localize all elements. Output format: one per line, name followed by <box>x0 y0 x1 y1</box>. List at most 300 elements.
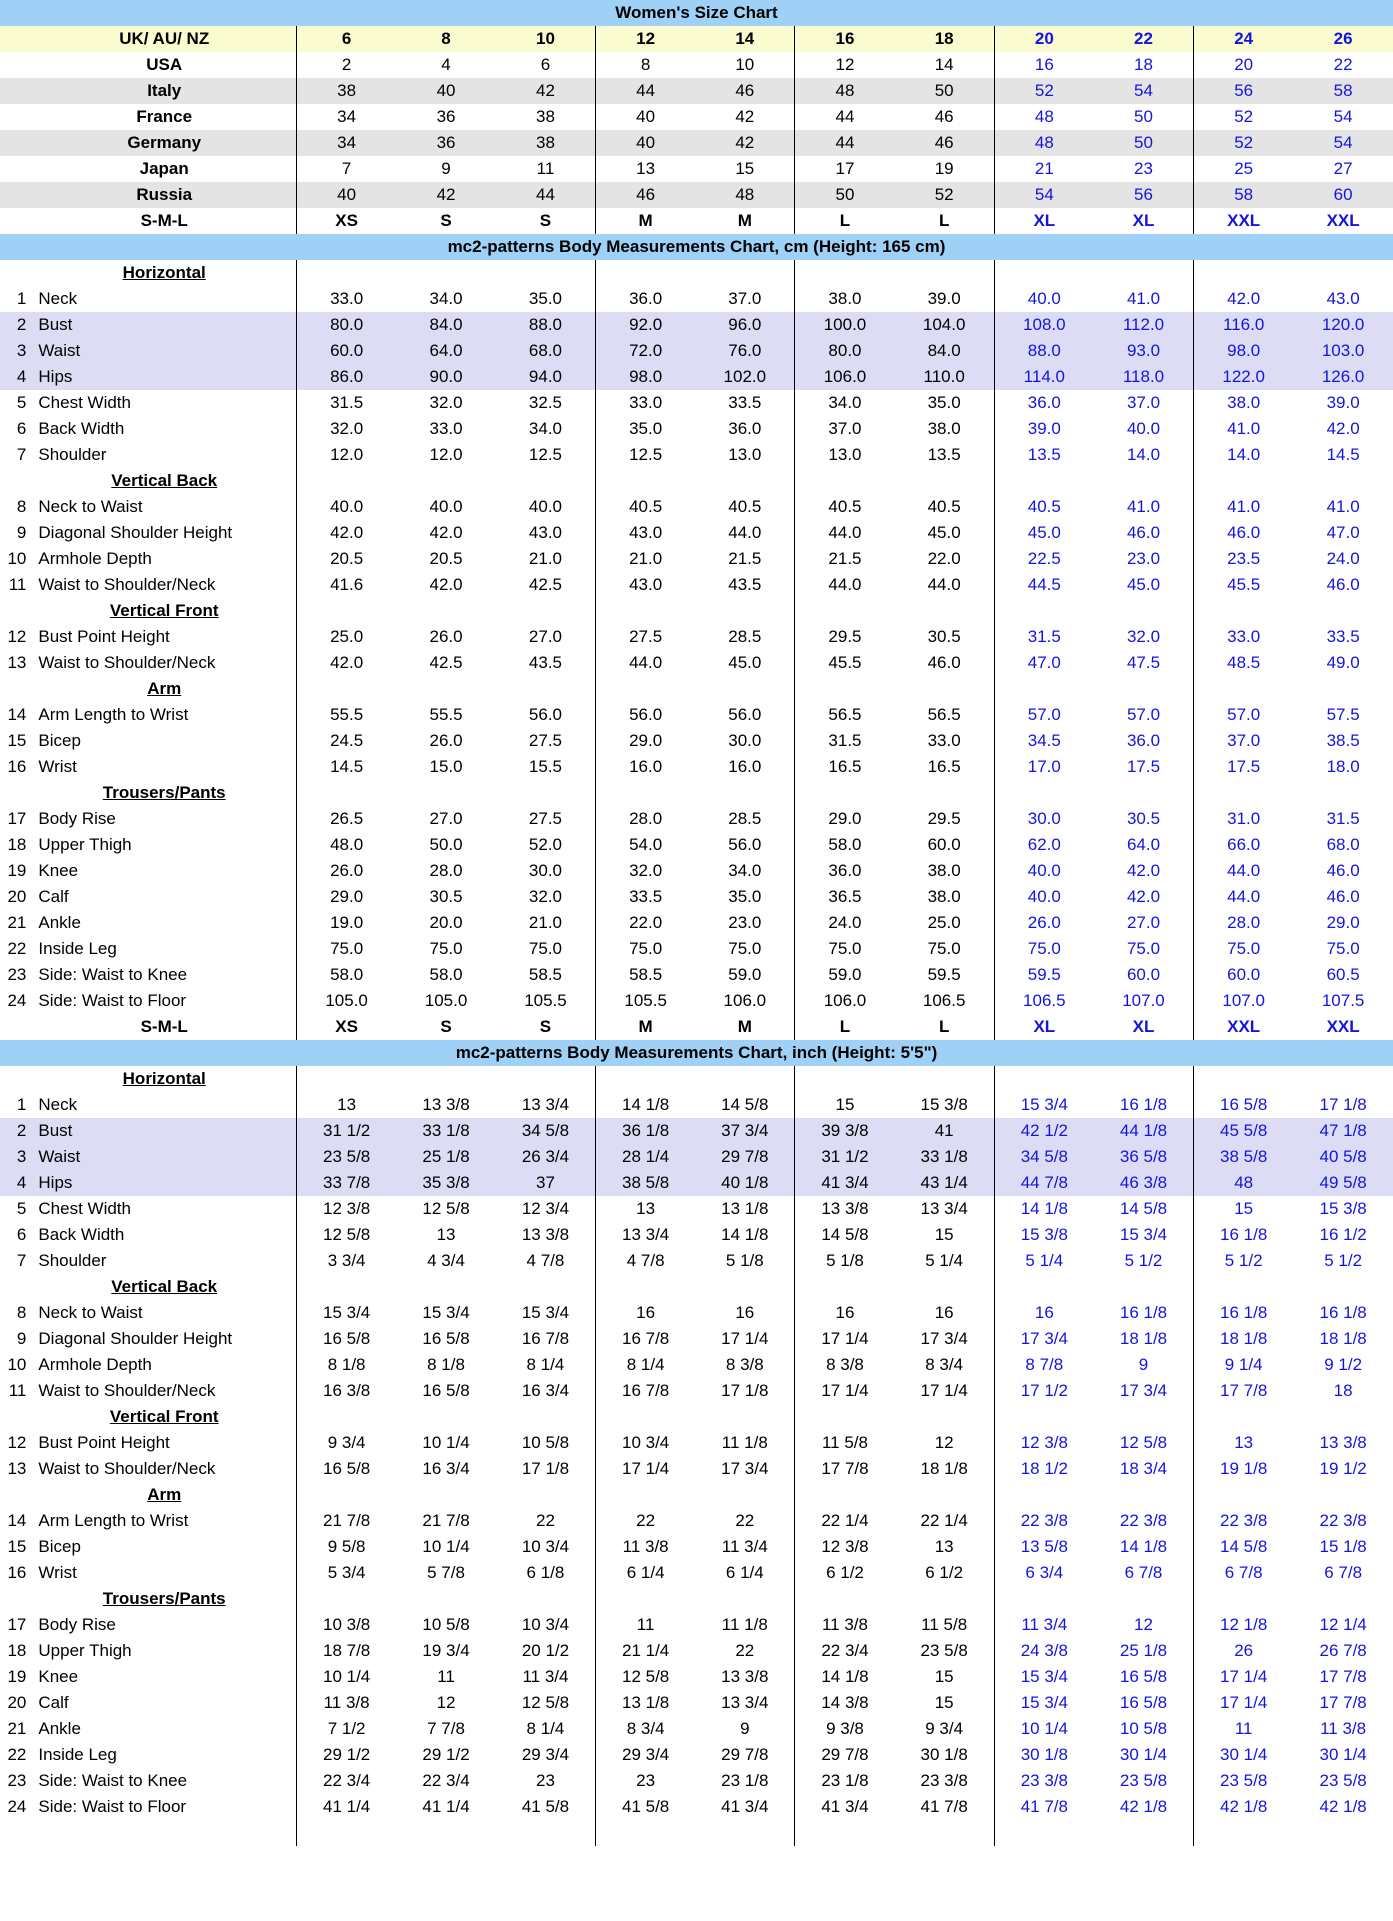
measurement-row <box>0 1170 1393 1196</box>
cell-value: 12 5/8 <box>496 1690 596 1716</box>
measurement-label: Inside Leg <box>32 936 296 962</box>
cell-value: 68.0 <box>496 338 596 364</box>
cell-value: 41 3/4 <box>695 1794 795 1820</box>
cell-value: 60.0 <box>1094 962 1194 988</box>
cell-value: 22 1/4 <box>895 1508 995 1534</box>
cell-empty <box>994 1482 1094 1508</box>
cell-empty <box>496 468 596 494</box>
measurement-row <box>0 1742 1393 1768</box>
measurement-row <box>0 1612 1393 1638</box>
cell-empty <box>297 676 397 702</box>
row-number: 19 <box>0 858 32 884</box>
row-number: 16 <box>0 1560 32 1586</box>
cell-empty <box>895 260 995 286</box>
row-number <box>0 52 32 78</box>
size-row <box>0 52 1393 78</box>
cell-value: 18 1/8 <box>895 1456 995 1482</box>
cell-value: 47.0 <box>994 650 1094 676</box>
cell-value: 15 3/4 <box>396 1300 496 1326</box>
cell-value: 30 1/4 <box>1094 1742 1194 1768</box>
cell-value: 46 <box>895 130 995 156</box>
cell-value: 44.0 <box>795 572 895 598</box>
measurement-row <box>0 728 1393 754</box>
cell-value: 38.0 <box>895 884 995 910</box>
measurement-row <box>0 1300 1393 1326</box>
row-number: 16 <box>0 754 32 780</box>
cell-value: 36 <box>396 130 496 156</box>
cell-value: 16 <box>596 1300 696 1326</box>
cell-value: 22 3/8 <box>1094 1508 1194 1534</box>
cell-value: 36 5/8 <box>1094 1144 1194 1170</box>
cell-value: 84.0 <box>396 312 496 338</box>
cell-empty <box>795 1066 895 1092</box>
measurement-row <box>0 1794 1393 1820</box>
cell-value: 64.0 <box>396 338 496 364</box>
cell-value: 107.0 <box>1094 988 1194 1014</box>
cell-value: 2 <box>297 52 397 78</box>
cell-value: 13 3/4 <box>695 1690 795 1716</box>
cell-value: 16 <box>994 52 1094 78</box>
cell-value: 41 <box>895 1118 995 1144</box>
cell-value: 24 <box>1194 26 1294 52</box>
cell-value: 57.5 <box>1293 702 1393 728</box>
size-row <box>0 208 1393 234</box>
cell-value: M <box>596 1014 696 1040</box>
measurement-label: Upper Thigh <box>32 832 296 858</box>
row-number <box>0 1066 32 1092</box>
cell-value: 15 <box>695 156 795 182</box>
cell-value: XXL <box>1293 208 1393 234</box>
cell-value: 17 1/4 <box>695 1326 795 1352</box>
cell-value: 23 5/8 <box>1094 1768 1194 1794</box>
measurement-label: Side: Waist to Floor <box>32 1794 296 1820</box>
cell-value: 16.5 <box>895 754 995 780</box>
cell-empty <box>695 468 795 494</box>
group-heading-row <box>0 468 1393 494</box>
cell-value: 38 <box>496 104 596 130</box>
cell-value: 23 <box>596 1768 696 1794</box>
cell-value: 30 1/4 <box>1293 1742 1393 1768</box>
measurement-row <box>0 1534 1393 1560</box>
measurement-row <box>0 1144 1393 1170</box>
cell-value: 27 <box>1293 156 1393 182</box>
cell-value: 35 3/8 <box>396 1170 496 1196</box>
cell-value: 46 3/8 <box>1094 1170 1194 1196</box>
cell-value: 22 <box>1094 26 1194 52</box>
cell-empty <box>1293 676 1393 702</box>
cell-value: 103.0 <box>1293 338 1393 364</box>
spacer <box>695 1820 795 1846</box>
cell-value: 16 7/8 <box>596 1326 696 1352</box>
cell-value: 22.0 <box>895 546 995 572</box>
cell-value: 41 5/8 <box>496 1794 596 1820</box>
row-number: 8 <box>0 1300 32 1326</box>
cell-value: 11 3/8 <box>795 1612 895 1638</box>
cell-value: 42 1/8 <box>1293 1794 1393 1820</box>
cell-value: 11 <box>396 1664 496 1690</box>
cell-value: 33 7/8 <box>297 1170 397 1196</box>
measurement-label: Inside Leg <box>32 1742 296 1768</box>
cell-value: 14 <box>895 52 995 78</box>
cell-value: 43.5 <box>695 572 795 598</box>
spacer <box>32 1820 296 1846</box>
cell-value: XL <box>994 1014 1094 1040</box>
cell-value: 35.0 <box>695 884 795 910</box>
cell-value: 17 3/4 <box>994 1326 1094 1352</box>
cell-value: 52 <box>1194 130 1294 156</box>
row-number <box>0 182 32 208</box>
row-number <box>0 1482 32 1508</box>
cell-value: 44.0 <box>895 572 995 598</box>
measurement-row <box>0 1352 1393 1378</box>
cell-value: 44 <box>795 130 895 156</box>
cell-empty <box>1293 1404 1393 1430</box>
cell-value: 9 3/4 <box>297 1430 397 1456</box>
cell-value: 33.5 <box>1293 624 1393 650</box>
cell-empty <box>496 1586 596 1612</box>
cell-value: 29 3/4 <box>596 1742 696 1768</box>
measurement-label: Bust Point Height <box>32 1430 296 1456</box>
spacer <box>795 1820 895 1846</box>
cell-value: 40.0 <box>297 494 397 520</box>
cell-value: 40.5 <box>695 494 795 520</box>
cell-value: 40 <box>596 130 696 156</box>
cell-value: 9 <box>396 156 496 182</box>
cell-value: 44.5 <box>994 572 1094 598</box>
measurement-label: Calf <box>32 884 296 910</box>
cell-value: 40.0 <box>994 858 1094 884</box>
cell-value: 10 1/4 <box>396 1534 496 1560</box>
cell-value: 26 <box>1194 1638 1294 1664</box>
cell-value: 56.0 <box>496 702 596 728</box>
cell-value: 30 1/8 <box>895 1742 995 1768</box>
measurement-label: Back Width <box>32 416 296 442</box>
cell-value: 42.0 <box>297 650 397 676</box>
measurement-row <box>0 390 1393 416</box>
cell-value: 28.0 <box>596 806 696 832</box>
cell-value: 105.0 <box>396 988 496 1014</box>
cell-value: 47.0 <box>1293 520 1393 546</box>
row-number: 3 <box>0 1144 32 1170</box>
cell-value: 22 3/4 <box>396 1768 496 1794</box>
cell-empty <box>695 1274 795 1300</box>
cell-value: 43.0 <box>496 520 596 546</box>
cell-value: 14 1/8 <box>596 1092 696 1118</box>
row-number: 4 <box>0 1170 32 1196</box>
cell-value: 42.0 <box>297 520 397 546</box>
cell-value: 13 1/8 <box>695 1196 795 1222</box>
cell-value: 31 1/2 <box>297 1118 397 1144</box>
cell-value: 104.0 <box>895 312 995 338</box>
cell-value: 15 3/8 <box>895 1092 995 1118</box>
cell-value: 12 3/8 <box>795 1534 895 1560</box>
cell-value: 38.0 <box>895 858 995 884</box>
cell-value: 58.0 <box>795 832 895 858</box>
cell-value: 16 1/8 <box>1094 1092 1194 1118</box>
cell-value: 17 <box>795 156 895 182</box>
cell-empty <box>396 780 496 806</box>
cell-value: 30.5 <box>1094 806 1194 832</box>
cell-value: 39 3/8 <box>795 1118 895 1144</box>
cell-value: 17.5 <box>1194 754 1294 780</box>
cell-value: 25 1/8 <box>1094 1638 1194 1664</box>
cell-value: 20.5 <box>396 546 496 572</box>
cell-empty <box>1194 1066 1294 1092</box>
cell-value: 75.0 <box>895 936 995 962</box>
cell-value: 106.0 <box>795 364 895 390</box>
cell-empty <box>396 260 496 286</box>
row-number: 5 <box>0 1196 32 1222</box>
cell-value: 9 3/8 <box>795 1716 895 1742</box>
cell-value: 38 <box>297 78 397 104</box>
cell-value: 75.0 <box>596 936 696 962</box>
cell-value: 22 3/8 <box>1293 1508 1393 1534</box>
measurement-label: Knee <box>32 858 296 884</box>
cell-value: 30 1/4 <box>1194 1742 1294 1768</box>
spacer <box>0 1820 32 1846</box>
cell-empty <box>994 260 1094 286</box>
row-number: 8 <box>0 494 32 520</box>
cell-value: 30.0 <box>496 858 596 884</box>
spacer <box>596 1820 696 1846</box>
cell-value: 12 3/4 <box>496 1196 596 1222</box>
cell-value: 5 1/2 <box>1194 1248 1294 1274</box>
cell-empty <box>297 468 397 494</box>
cell-value: 21.0 <box>496 546 596 572</box>
cell-value: 14 5/8 <box>695 1092 795 1118</box>
cell-value: L <box>795 1014 895 1040</box>
cell-value: 30 1/8 <box>994 1742 1094 1768</box>
cell-value: 15 <box>895 1222 995 1248</box>
cell-value: 7 1/2 <box>297 1716 397 1742</box>
measurement-row <box>0 1768 1393 1794</box>
cell-empty <box>795 260 895 286</box>
row-number: 21 <box>0 1716 32 1742</box>
cell-value: 17 1/8 <box>496 1456 596 1482</box>
cell-value: 49.0 <box>1293 650 1393 676</box>
cell-value: 12 5/8 <box>396 1196 496 1222</box>
row-label: France <box>32 104 296 130</box>
measurement-row <box>0 962 1393 988</box>
cell-value: 20.5 <box>297 546 397 572</box>
cell-value: 54 <box>1293 104 1393 130</box>
cell-value: 5 1/2 <box>1293 1248 1393 1274</box>
cell-value: 11 <box>496 156 596 182</box>
row-number: 20 <box>0 1690 32 1716</box>
cell-value: 98.0 <box>596 364 696 390</box>
cell-value: 57.0 <box>1094 702 1194 728</box>
cell-value: 6 3/4 <box>994 1560 1094 1586</box>
cell-value: 31.5 <box>1293 806 1393 832</box>
cell-value: 16 1/2 <box>1293 1222 1393 1248</box>
group-heading-row <box>0 260 1393 286</box>
cell-value: 18 3/4 <box>1094 1456 1194 1482</box>
cell-value: 59.5 <box>895 962 995 988</box>
cell-empty <box>795 598 895 624</box>
measurement-row <box>0 1508 1393 1534</box>
cell-value: 5 3/4 <box>297 1560 397 1586</box>
cell-value: 58.0 <box>297 962 397 988</box>
cell-value: 4 7/8 <box>496 1248 596 1274</box>
cell-value: 12.0 <box>297 442 397 468</box>
measurement-label: Hips <box>32 364 296 390</box>
cell-value: 41 3/4 <box>795 1794 895 1820</box>
row-number: 15 <box>0 728 32 754</box>
cell-value: 16 3/8 <box>297 1378 397 1404</box>
cell-value: 50 <box>795 182 895 208</box>
measurement-row <box>0 1664 1393 1690</box>
cell-value: 10 5/8 <box>396 1612 496 1638</box>
cell-empty <box>895 1404 995 1430</box>
cell-empty <box>695 598 795 624</box>
cell-empty <box>695 676 795 702</box>
cell-empty <box>1194 1586 1294 1612</box>
cell-value: 24.5 <box>297 728 397 754</box>
measurement-label: Arm Length to Wrist <box>32 1508 296 1534</box>
cell-value: 58.5 <box>496 962 596 988</box>
cell-value: 27.0 <box>496 624 596 650</box>
cell-value: 32.5 <box>496 390 596 416</box>
cell-value: 14.0 <box>1094 442 1194 468</box>
cell-value: 12 1/8 <box>1194 1612 1294 1638</box>
cell-value: 56 <box>1194 78 1294 104</box>
measurement-label: Bust Point Height <box>32 624 296 650</box>
row-number: 14 <box>0 1508 32 1534</box>
measurement-label: Knee <box>32 1664 296 1690</box>
cell-value: 17 1/2 <box>994 1378 1094 1404</box>
cell-value: 21 7/8 <box>396 1508 496 1534</box>
cell-value: 6 1/4 <box>596 1560 696 1586</box>
cell-empty <box>496 1066 596 1092</box>
cell-value: 23.0 <box>695 910 795 936</box>
spacer <box>1094 1820 1194 1846</box>
cell-value: 11 5/8 <box>795 1430 895 1456</box>
cell-value: 23 5/8 <box>297 1144 397 1170</box>
cell-value: 46.0 <box>1293 858 1393 884</box>
cell-value: 8 3/8 <box>795 1352 895 1378</box>
spacer <box>895 1820 995 1846</box>
cell-value: 40.0 <box>994 286 1094 312</box>
cell-value: 41.0 <box>1094 286 1194 312</box>
measurement-row <box>0 832 1393 858</box>
cell-value: 40 5/8 <box>1293 1144 1393 1170</box>
cell-empty <box>895 1586 995 1612</box>
cell-value: 40 1/8 <box>695 1170 795 1196</box>
cell-empty <box>297 780 397 806</box>
measurement-row <box>0 1326 1393 1352</box>
measurement-row <box>0 416 1393 442</box>
size-header-row <box>0 26 1393 52</box>
cell-value: 56.0 <box>695 702 795 728</box>
measurement-label: Armhole Depth <box>32 546 296 572</box>
cell-value: 11 3/8 <box>596 1534 696 1560</box>
section-title-row <box>0 234 1393 260</box>
cell-value: 16.0 <box>695 754 795 780</box>
cell-value: 22.5 <box>994 546 1094 572</box>
cell-value: 43.5 <box>496 650 596 676</box>
cell-value: 17 1/4 <box>596 1456 696 1482</box>
cell-empty <box>795 1404 895 1430</box>
cell-value: 41.0 <box>1194 416 1294 442</box>
cell-value: 22 3/4 <box>795 1638 895 1664</box>
cell-value: 43 1/4 <box>895 1170 995 1196</box>
measurement-row <box>0 1248 1393 1274</box>
cell-value: 52 <box>1194 104 1294 130</box>
cell-value: 44.0 <box>795 520 895 546</box>
cell-value: 14 1/8 <box>695 1222 795 1248</box>
cell-value: 15 3/4 <box>297 1300 397 1326</box>
cell-value: 75.0 <box>1194 936 1294 962</box>
cell-value: 48 <box>695 182 795 208</box>
cell-empty <box>1094 1404 1194 1430</box>
cell-value: 41 7/8 <box>895 1794 995 1820</box>
cell-value: 17 3/4 <box>695 1456 795 1482</box>
cell-value: 45.0 <box>1094 572 1194 598</box>
cell-value: 4 <box>396 52 496 78</box>
cell-value: 28.5 <box>695 806 795 832</box>
cell-value: 23 <box>1094 156 1194 182</box>
cell-value: 46.0 <box>1194 520 1294 546</box>
cell-value: 23 1/8 <box>795 1768 895 1794</box>
cell-empty <box>895 598 995 624</box>
cell-value: 14 5/8 <box>795 1222 895 1248</box>
cell-value: 16 5/8 <box>1094 1664 1194 1690</box>
measurement-row <box>0 286 1393 312</box>
cell-value: 40 <box>596 104 696 130</box>
row-label: Japan <box>32 156 296 182</box>
cell-value: 8 1/4 <box>496 1716 596 1742</box>
spacer <box>1293 1820 1393 1846</box>
measurement-row <box>0 1222 1393 1248</box>
cell-value: 36.0 <box>994 390 1094 416</box>
cell-value: 80.0 <box>297 312 397 338</box>
cell-value: 45.0 <box>695 650 795 676</box>
row-number <box>0 598 32 624</box>
cell-value: 13.5 <box>895 442 995 468</box>
cell-value: 26 3/4 <box>496 1144 596 1170</box>
measurement-row <box>0 1118 1393 1144</box>
cell-empty <box>695 1586 795 1612</box>
cell-value: 18 <box>1293 1378 1393 1404</box>
cell-empty <box>596 1066 696 1092</box>
cell-value: 44 <box>496 182 596 208</box>
cell-value: 31.5 <box>795 728 895 754</box>
cell-empty <box>1293 1586 1393 1612</box>
cell-value: 29.0 <box>596 728 696 754</box>
cell-empty <box>994 1586 1094 1612</box>
cell-value: 42.0 <box>1094 884 1194 910</box>
cell-value: 38.0 <box>1194 390 1294 416</box>
row-number: 11 <box>0 1378 32 1404</box>
cell-value: 58.5 <box>596 962 696 988</box>
cell-value: 22 <box>695 1508 795 1534</box>
cell-value: 80.0 <box>795 338 895 364</box>
group-heading: Trousers/Pants <box>32 780 296 806</box>
measurement-label: Side: Waist to Knee <box>32 1768 296 1794</box>
cell-value: 16 5/8 <box>396 1378 496 1404</box>
cell-value: L <box>795 208 895 234</box>
cell-empty <box>1094 1066 1194 1092</box>
cell-value: 16 3/4 <box>496 1378 596 1404</box>
cell-empty <box>297 1404 397 1430</box>
cell-empty <box>1293 1066 1393 1092</box>
cell-value: 11 <box>596 1612 696 1638</box>
cell-value: 107.5 <box>1293 988 1393 1014</box>
cell-empty <box>1194 1404 1294 1430</box>
cell-value: 11 <box>1194 1716 1294 1742</box>
cell-value: 33.0 <box>895 728 995 754</box>
cell-value: 15 3/8 <box>994 1222 1094 1248</box>
